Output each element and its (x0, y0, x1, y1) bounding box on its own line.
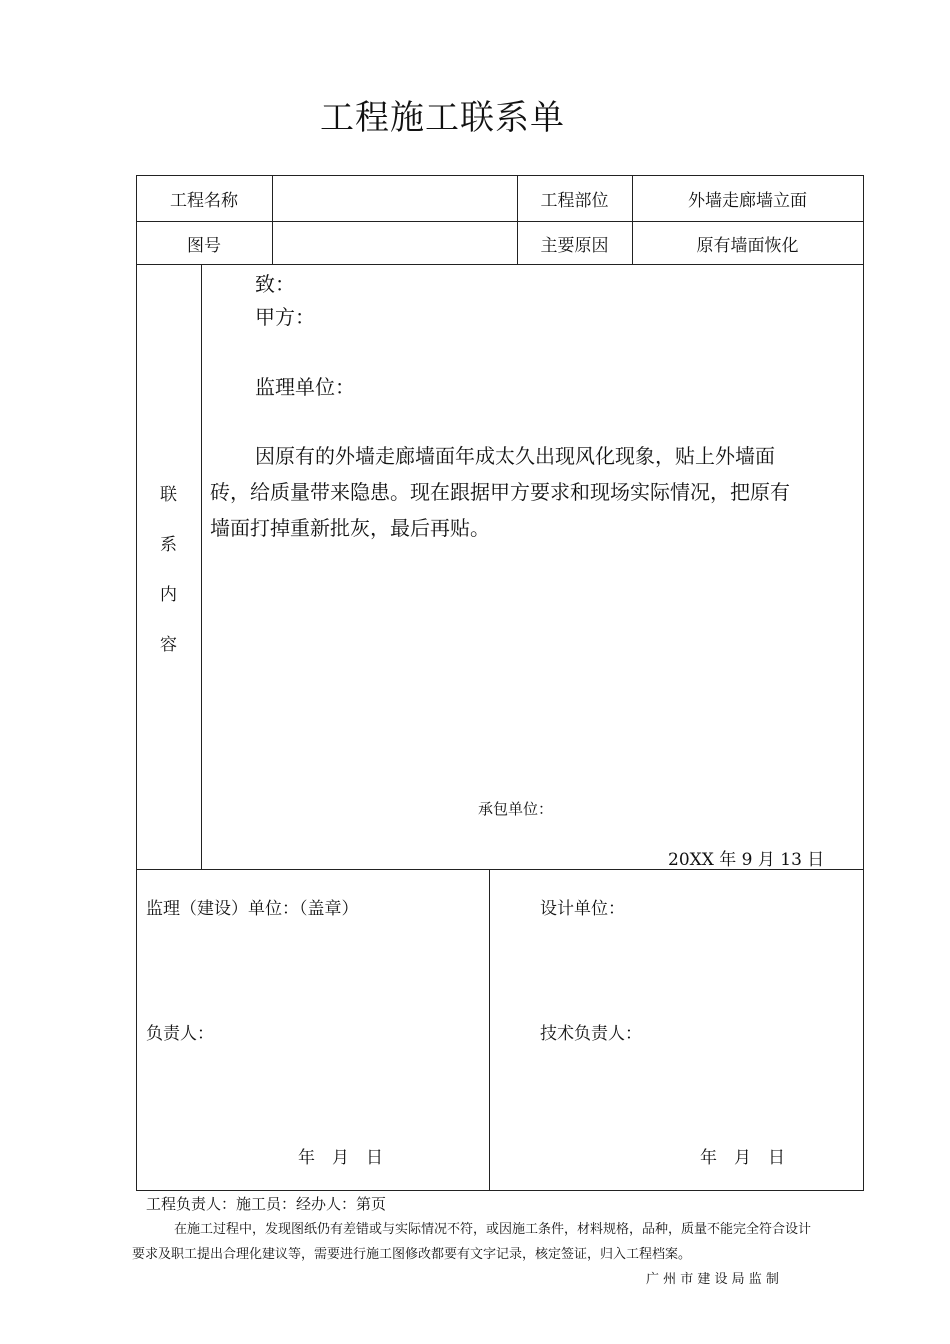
footer-issuer: 广 州 市 建 设 局 监 制 (646, 1272, 779, 1287)
left-person-label: 负责人： (146, 1024, 214, 1044)
contact-side-label-4: 容 (160, 635, 177, 655)
supervisor-line: 监理单位： (255, 375, 355, 399)
project-part-label: 工程部位 (540, 191, 609, 211)
contact-side-label-2: 系 (160, 535, 177, 555)
right-date: 年 月 日 (700, 1148, 785, 1168)
left-unit-label: 监理（建设）单位：（盖章） (146, 899, 359, 919)
body-line-2: 砖，给质量带来隐患。现在跟据甲方要求和现场实际情况，把原有 (210, 480, 790, 504)
footer-note-line-2: 要求及职工提出合理化建议等，需要进行施工图修改都要有文字记录，核定签证，归入工程档案。 (132, 1247, 692, 1262)
main-reason-value: 原有墙面恢化 (696, 236, 799, 256)
party-a-line: 甲方： (255, 305, 315, 329)
contractor-label: 承包单位： (478, 800, 554, 818)
contact-side-label-1: 联 (160, 485, 177, 505)
contact-date: 20XX 年 9 月 13 日 (668, 850, 825, 870)
right-person-label: 技术负责人： (540, 1024, 642, 1044)
contact-side-label-3: 内 (160, 585, 177, 605)
footer-roles: 工程负责人：施工员：经办人：第页 (146, 1195, 387, 1213)
project-part-value: 外墙走廊墙立面 (688, 191, 807, 211)
right-unit-label: 设计单位： (540, 899, 625, 919)
to-line: 致： (255, 272, 295, 296)
body-line-1: 因原有的外墙走廊墙面年成太久出现风化现象，贴上外墙面 (255, 444, 775, 468)
body-line-3: 墙面打掉重新批灰，最后再贴。 (210, 516, 490, 540)
project-name-label: 工程名称 (170, 191, 238, 211)
drawing-no-label: 图号 (187, 236, 221, 256)
footer-note-line-1: 在施工过程中，发现图纸仍有差错或与实际情况不符，或因施工条件，材料规格，品种，质量不能完全符合设计 (174, 1222, 812, 1237)
page-title: 工程施工联系单 (320, 98, 565, 138)
left-date: 年 月 日 (298, 1148, 383, 1168)
main-reason-label: 主要原因 (540, 236, 609, 256)
